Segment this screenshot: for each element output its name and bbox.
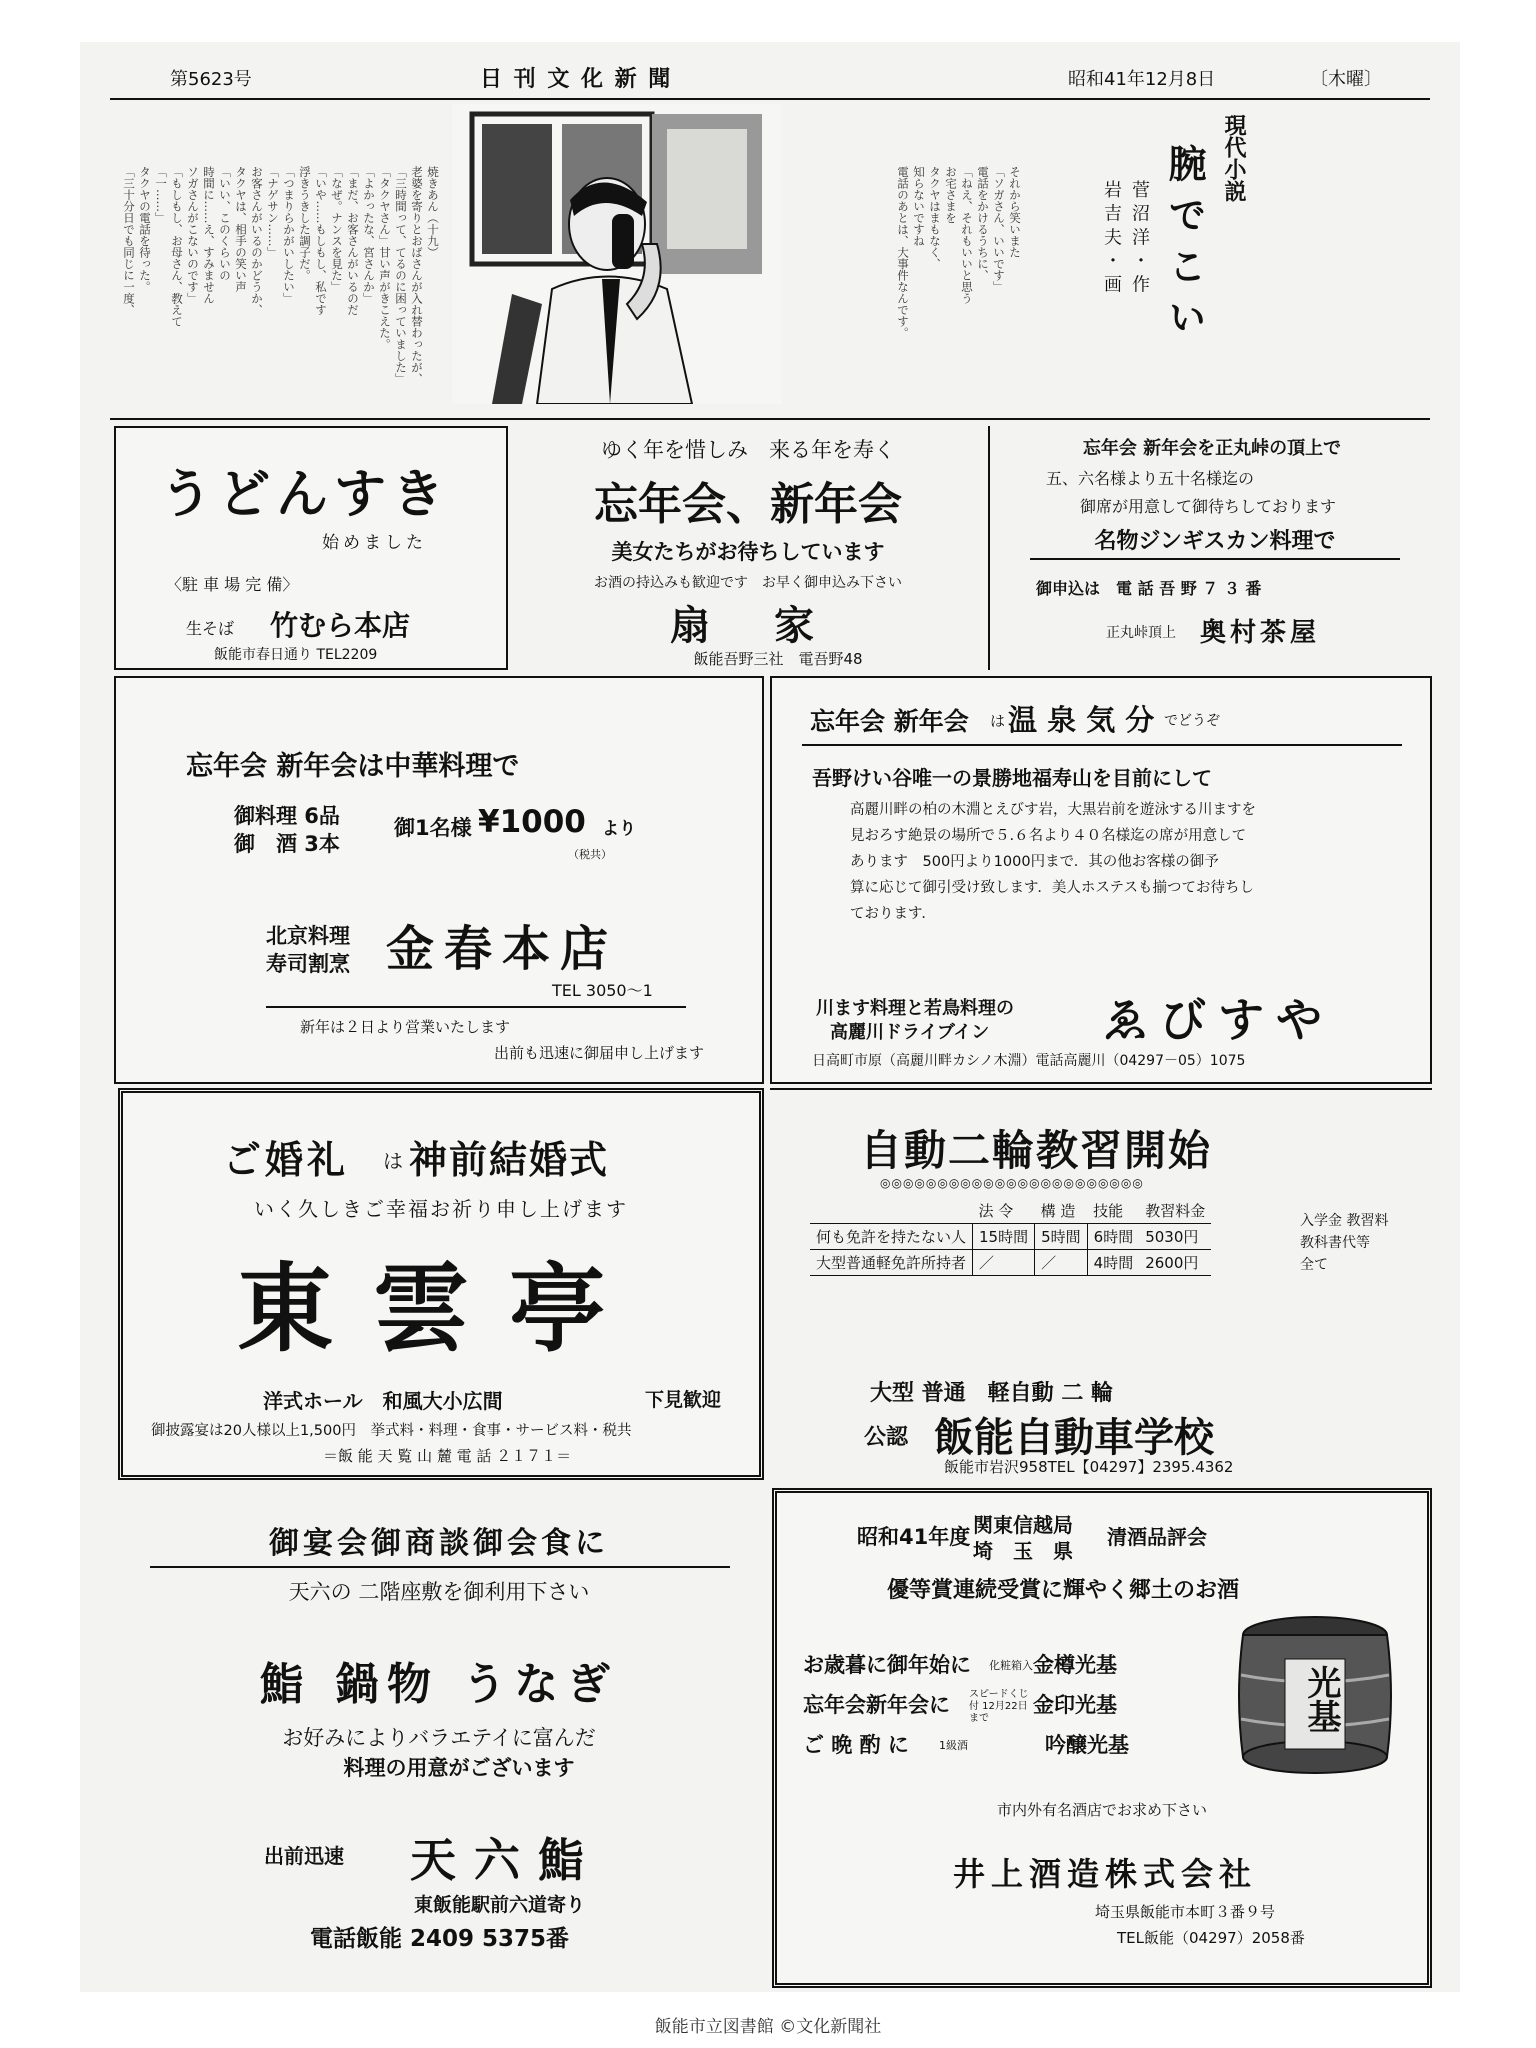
school-dots: ◎◎◎◎◎◎◎◎◎◎◎◎◎◎◎◎◎◎◎◎◎◎◎ bbox=[880, 1176, 1144, 1190]
inoue-row1-a: お歳暮に御年始に bbox=[803, 1653, 971, 1677]
tounkaku-headline-b: 神前結婚式 bbox=[409, 1137, 610, 1182]
tenroku-line2: 料理の用意がございます bbox=[343, 1755, 575, 1780]
school-fee-table bbox=[810, 1198, 1211, 1276]
ebisuya-body4: 算に応じて御引受け致します．美人ホステスも揃つてお待ちし bbox=[850, 880, 1254, 896]
inoue-row1-b: 金樽光基 bbox=[1033, 1653, 1117, 1677]
ougiya-headline: 忘年会、新年会 bbox=[594, 479, 902, 530]
novel-text-left: 焼きあん（十九） 老婆を寄りとおばさんが入れ替わったが、 「三時間って、てるのに困っていました」 「タクヤさん」甘い声がきこえた。 「よかったな、宮さんか」 「まだ、お客さんがいるのだ 「なぜ。ナンスを見た」 「いや……もしもし、私です 浮きうきした調子だ。 「つまりらかがいしたい」 「ナゲサン……」 お客さんがいるのかどうか、 タクヤは、相手の笑い声 「いい、このくらいの 時間に……え、すみません ソガさんがこないのです」 「もしもし、お母さん、教えて 「一……」 タクヤの電話を待った。 「三十分日でも同じに一度、 bbox=[122, 166, 440, 385]
school-side-note2: 教科書代等 bbox=[1300, 1235, 1370, 1251]
ebisuya-body1: 高麗川畔の柏の木淵とえびす岩，大黒岩前を遊泳する川ますを bbox=[850, 802, 1256, 818]
ad-inoue-sake bbox=[772, 1488, 1432, 1988]
paper-name: 日 刊 文 化 新 聞 bbox=[480, 67, 673, 92]
tounkaku-features: 洋式ホール 和風大小広間 bbox=[263, 1389, 503, 1413]
ebisuya-tag2: 高麗川ドライブイン bbox=[830, 1022, 990, 1043]
man-on-telephone-icon bbox=[452, 104, 782, 404]
kinharu-tax: （税共） bbox=[568, 848, 612, 861]
okumura-headline: 忘年会 新年会を正丸峠の頂上で bbox=[1082, 438, 1342, 459]
library-credit: 飯能市立図書館 ©文化新聞社 bbox=[654, 2017, 882, 2037]
issue-number: 第5623号 bbox=[170, 69, 252, 90]
novel-title: 腕 で こ い bbox=[1162, 144, 1207, 336]
ebisuya-headline-a: 忘年会 新年会 bbox=[810, 707, 969, 736]
kinharu-menu-b: 御 酒 3本 bbox=[234, 832, 340, 856]
ebisuya-headline-wa: は bbox=[990, 712, 1006, 730]
novel-title-block bbox=[1030, 100, 1260, 418]
inoue-tel: TEL飯能（04297）2058番 bbox=[1117, 1929, 1305, 1947]
okumura-line2: 御席が用意して御待ちしております bbox=[1080, 497, 1337, 516]
school-side-note3: 全て bbox=[1300, 1257, 1328, 1273]
ad-ebisuya bbox=[770, 676, 1432, 1084]
inoue-award: 優等賞連続受賞に輝やく郷土のお酒 bbox=[887, 1578, 1240, 1603]
school-official: 公認 bbox=[864, 1425, 909, 1450]
tounkaku-headline-a: ご婚礼 bbox=[223, 1137, 350, 1182]
okumura-contact: 御申込は 電 話 吾 野 ７ ３ 番 bbox=[1036, 579, 1262, 598]
newspaper-page bbox=[80, 42, 1460, 1992]
ougiya-address: 飯能吾野三社 電吾野48 bbox=[693, 650, 863, 668]
kinharu-price-suffix: より bbox=[602, 819, 636, 839]
school-headline: 自動二輪教習開始 bbox=[860, 1126, 1213, 1175]
kinharu-headline: 忘年会 新年会は中華料理で bbox=[186, 751, 520, 782]
okumura-shop-prefix: 正丸峠頂上 bbox=[1106, 625, 1176, 641]
inoue-company: 井上酒造株式会社 bbox=[953, 1855, 1258, 1893]
ebisuya-address: 日高町市原（高麗川畔カシノ木淵）電話高麗川（04297－05）1075 bbox=[812, 1053, 1246, 1069]
ebisuya-tag1: 川ます料理と若鳥料理の bbox=[816, 998, 1014, 1019]
tounkaku-features-end: 下見歓迎 bbox=[645, 1389, 722, 1411]
school-side-note1: 入学金 教習料 bbox=[1300, 1213, 1389, 1229]
tenroku-headline: 御宴会御商談御会食に bbox=[269, 1526, 609, 1561]
tenroku-phone: 電話飯能 2409 5375番 bbox=[310, 1926, 570, 1952]
tenroku-line1: お好みによりバラエテイに富んだ bbox=[282, 1726, 596, 1750]
inoue-note: 市内外有名酒店でお求め下さい bbox=[996, 1801, 1207, 1819]
ebisuya-body5: ております． bbox=[850, 906, 936, 922]
ad-driving-school bbox=[770, 1088, 1432, 1480]
kinharu-tel: TEL 3050～1 bbox=[552, 981, 653, 1000]
novel-series-label: 現代小説 bbox=[1221, 114, 1247, 202]
inoue-row2-note: スピードくじ付 12月22日まで bbox=[969, 1689, 1029, 1724]
school-address: 飯能市岩沢958TEL【04297】2395.4362 bbox=[944, 1458, 1234, 1476]
inoue-org-b: 埼 玉 県 bbox=[973, 1539, 1073, 1563]
ad-tenroku bbox=[114, 1488, 764, 1988]
ad-kinharu bbox=[114, 676, 764, 1084]
tenroku-delivery: 出前迅速 bbox=[264, 1844, 344, 1868]
inoue-address: 埼玉県飯能市本町３番９号 bbox=[1095, 1903, 1276, 1921]
kinharu-price: ¥1000 bbox=[478, 804, 586, 840]
ougiya-shop-name: 扇 家 bbox=[670, 602, 826, 649]
kinharu-genre-a: 北京料理 bbox=[266, 924, 350, 948]
ad-okumura bbox=[988, 426, 1432, 670]
novel-illustration bbox=[452, 104, 782, 404]
okumura-feature: 名物ジンギスカン料理で bbox=[1094, 529, 1336, 554]
ebisuya-headline-c: でどうぞ bbox=[1164, 713, 1220, 729]
sake-barrel-icon bbox=[1235, 1615, 1395, 1777]
okumura-line1: 五、六名様より五十名様迄の bbox=[1046, 469, 1255, 488]
tounkaku-sub: いく久しきご幸福お祈り申し上げます bbox=[254, 1197, 628, 1221]
inoue-row3-b: 吟醸光基 bbox=[1045, 1733, 1129, 1757]
novel-illustrator: 岩 吉 夫 ・ 画 bbox=[1101, 180, 1122, 293]
ougiya-note: お酒の持込みも歓迎です お早く御申込み下さい bbox=[594, 575, 902, 591]
ad-udonsuki bbox=[114, 426, 508, 670]
ebisuya-headline-b: 温 泉 気 分 bbox=[1008, 703, 1155, 737]
novel-text-right: それから笑いまた 「ソガさん、いいです」 電話をかけるうちに、 「ねえ、それもいいと思う お宅さまを タクヤはまもなく、 知らないですね 電話のあとは、大事件なんです。 bbox=[896, 166, 1022, 339]
inoue-row2-b: 金印光基 bbox=[1033, 1693, 1117, 1717]
kinharu-genre-b: 寿司割烹 bbox=[266, 952, 350, 976]
inoue-row3-a: ご 晩 酌 に bbox=[803, 1733, 909, 1757]
kinharu-menu-a: 御料理 6品 bbox=[234, 804, 340, 828]
ebisuya-shop-name: ゑびすや bbox=[1102, 993, 1334, 1047]
inoue-row2-a: 忘年会新年会に bbox=[803, 1693, 950, 1717]
inoue-contest: 清酒品評会 bbox=[1107, 1525, 1207, 1549]
inoue-row3-note: 1級酒 bbox=[939, 1739, 968, 1752]
udonsuki-shop-name: 竹むら本店 bbox=[270, 609, 411, 642]
barrel-label: 光基 bbox=[1301, 1665, 1341, 1733]
udonsuki-shop-prefix: 生そば bbox=[186, 619, 235, 638]
inoue-row1-note: 化粧箱入 bbox=[989, 1659, 1033, 1672]
tenroku-sub: 天六の 二階座敷を御利用下さい bbox=[288, 1580, 590, 1604]
ebisuya-body2: 見おろす絶景の場所で５.６名より４０名様迄の席が用意して bbox=[850, 828, 1247, 844]
table-row: 何も免許を持たない人 15時間 5時間 6時間 5030円 bbox=[810, 1224, 1211, 1250]
kinharu-shop-name: 金春本店 bbox=[386, 921, 619, 977]
ebisuya-body3: あります 500円より1000円まで．其の他お客様の御予 bbox=[850, 854, 1219, 870]
school-name: 飯能自動車学校 bbox=[934, 1414, 1214, 1461]
tenroku-location: 東飯能駅前六道寄り bbox=[414, 1894, 586, 1916]
novel-author: 菅 沼 洋 ・ 作 bbox=[1129, 180, 1150, 293]
inoue-year: 昭和41年度 bbox=[857, 1525, 971, 1549]
table-row: 大型普通軽免許所持者 ／ ／ 4時間 2600円 bbox=[810, 1250, 1211, 1276]
ebisuya-sub: 吾野けい谷唯一の景勝地福寿山を目前にして bbox=[812, 766, 1212, 790]
ougiya-sub: 美女たちがお待ちしています bbox=[611, 540, 885, 564]
tounkaku-headline-wa: は bbox=[383, 1149, 403, 1173]
inoue-org-a: 関東信越局 bbox=[973, 1513, 1073, 1537]
udonsuki-parking: 〈駐 車 場 完 備〉 bbox=[166, 575, 299, 594]
masthead bbox=[110, 66, 1430, 96]
udonsuki-headline: うどんすき bbox=[160, 464, 451, 525]
tounkaku-price: 御披露宴は20人様以上1,500円 挙式料・料理・食事・サービス料・税共 bbox=[151, 1423, 632, 1439]
tenroku-shop-name: 天六鮨 bbox=[410, 1833, 602, 1887]
table-row: 法 令 構 造 技能 教習料金 bbox=[978, 1202, 1206, 1220]
ad-tounkaku bbox=[118, 1088, 764, 1480]
ougiya-lead: ゆく年を惜しみ 来る年を寿く bbox=[601, 438, 895, 462]
novel-bottom-rule bbox=[110, 418, 1430, 420]
kinharu-note2: 出前も迅速に御届申し上げます bbox=[494, 1044, 705, 1062]
tounkaku-shop-name: 東雲亭 bbox=[237, 1252, 645, 1365]
kinharu-note1: 新年は２日より営業いたします bbox=[300, 1018, 511, 1036]
udonsuki-address: 飯能市春日通り TEL2209 bbox=[214, 647, 378, 663]
tounkaku-address: ＝飯 能 天 覧 山 麓 電 話 ２１７１＝ bbox=[323, 1447, 572, 1465]
udonsuki-sub: 始めました bbox=[322, 533, 427, 553]
school-classes: 大型 普通 軽自動 二 輪 bbox=[870, 1381, 1113, 1406]
issue-date: 昭和41年12月8日 bbox=[1068, 69, 1216, 90]
issue-weekday: 〔木曜〕 bbox=[1310, 69, 1382, 90]
tenroku-menu: 鮨 鍋物 うなぎ bbox=[259, 1659, 619, 1710]
okumura-shop-name: 奥村茶屋 bbox=[1200, 618, 1321, 648]
kinharu-price-label: 御1名様 bbox=[394, 816, 472, 840]
ad-ougiya bbox=[514, 426, 982, 670]
